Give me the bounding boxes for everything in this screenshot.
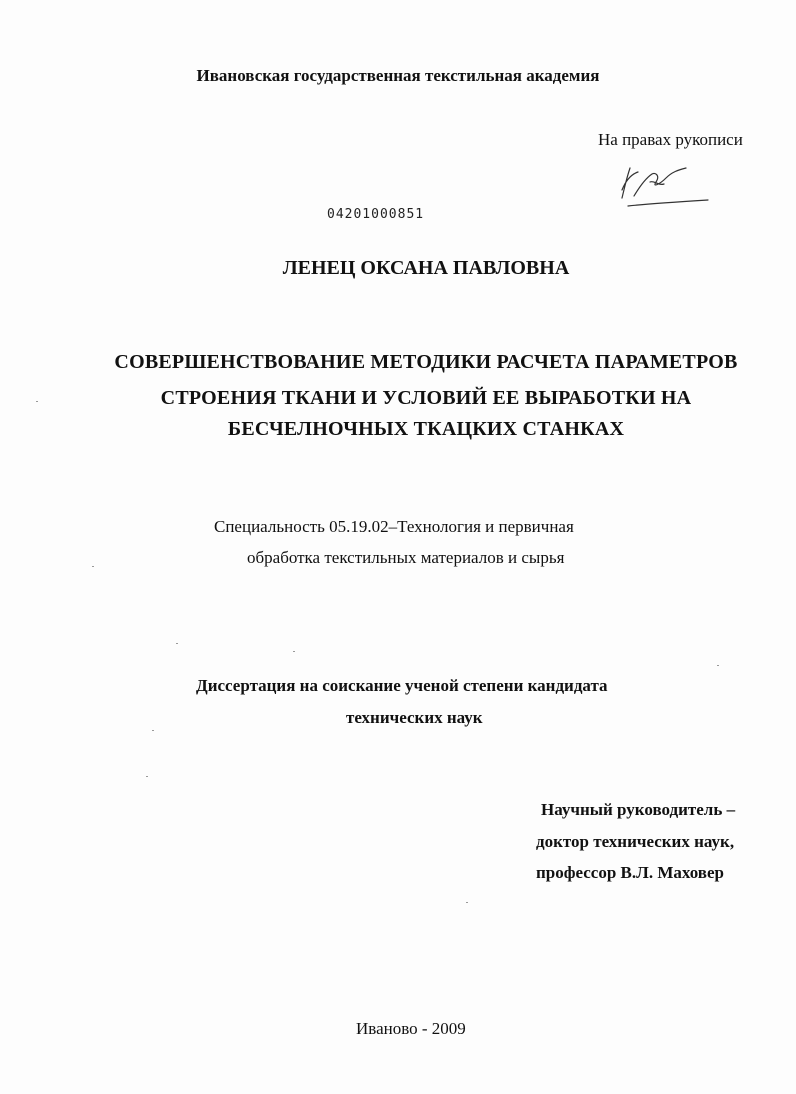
manuscript-rights-note: На правах рукописи	[598, 130, 743, 149]
supervisor-role: Научный руководитель –	[541, 800, 736, 819]
catalog-number: 04201000851	[327, 207, 425, 222]
scan-speck	[146, 776, 148, 777]
degree-line: Диссертация на соискание ученой степени кандидата	[196, 676, 608, 695]
scan-speck	[152, 730, 154, 731]
city-year: Иваново - 2009	[356, 1019, 466, 1038]
scan-speck	[293, 651, 295, 652]
dissertation-title-line: СОВЕРШЕНСТВОВАНИЕ МЕТОДИКИ РАСЧЕТА ПАРАМЕТРОВ	[114, 351, 738, 373]
author-name: ЛЕНЕЦ ОКСАНА ПАВЛОВНА	[282, 257, 570, 279]
supervisor-name: профессор В.Л. Маховер	[536, 863, 724, 882]
specialty-line: обработка текстильных материалов и сырья	[247, 548, 565, 567]
supervisor-degree: доктор технических наук,	[536, 832, 735, 851]
degree-line: технических наук	[346, 708, 483, 727]
scan-speck	[717, 665, 719, 666]
scan-speck	[466, 902, 468, 903]
dissertation-title-line: СТРОЕНИЯ ТКАНИ И УСЛОВИЙ ЕЕ ВЫРАБОТКИ НА	[160, 387, 692, 409]
handwritten-signature	[616, 160, 716, 212]
scan-speck	[36, 401, 38, 402]
institution-name: Ивановская государственная текстильная академия	[196, 66, 600, 85]
dissertation-title-line: БЕСЧЕЛНОЧНЫХ ТКАЦКИХ СТАНКАХ	[227, 418, 625, 440]
specialty-line: Специальность 05.19.02–Технология и первичная	[214, 517, 574, 536]
scan-speck	[176, 643, 178, 644]
scan-speck	[92, 566, 94, 567]
